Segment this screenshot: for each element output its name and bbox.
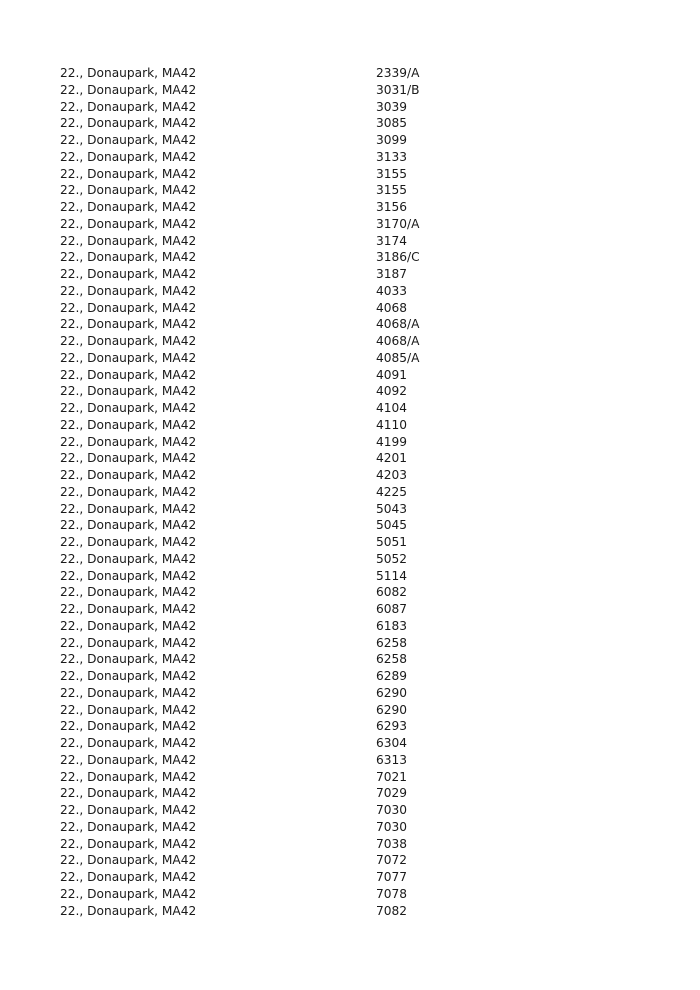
table-row xyxy=(60,651,496,668)
table-row xyxy=(60,283,496,300)
table-row xyxy=(60,249,496,266)
location-cell: 22., Donaupark, MA42 xyxy=(60,870,197,884)
location-cell: 22., Donaupark, MA42 xyxy=(60,836,197,851)
number-cell: 5051 xyxy=(376,535,408,549)
location-cell: 22., Donaupark, MA42 xyxy=(60,233,197,248)
number-cell: 7038 xyxy=(376,836,408,851)
number-cell: 3155 xyxy=(376,183,408,198)
location-cell: 22., Donaupark, MA42 xyxy=(60,568,197,583)
location-cell: 22., Donaupark, MA42 xyxy=(60,736,197,750)
table-row xyxy=(60,383,496,400)
location-cell: 22., Donaupark, MA42 xyxy=(60,434,197,449)
table-row xyxy=(60,132,496,149)
location-cell: 22., Donaupark, MA42 xyxy=(60,819,197,834)
location-cell: 22., Donaupark, MA42 xyxy=(60,66,197,80)
location-cell: 22., Donaupark, MA42 xyxy=(60,853,197,868)
table-row xyxy=(60,350,496,367)
number-cell: 4104 xyxy=(376,401,408,415)
table-row xyxy=(60,166,496,183)
number-cell: 5052 xyxy=(376,551,408,566)
table-row xyxy=(60,266,496,283)
number-cell: 7030 xyxy=(376,803,408,817)
table-row xyxy=(60,450,496,467)
location-cell: 22., Donaupark, MA42 xyxy=(60,200,197,214)
location-cell: 22., Donaupark, MA42 xyxy=(60,551,197,566)
location-cell: 22., Donaupark, MA42 xyxy=(60,116,197,131)
number-cell: 6087 xyxy=(376,602,408,616)
location-cell: 22., Donaupark, MA42 xyxy=(60,283,197,298)
number-cell: 4033 xyxy=(376,283,408,298)
number-cell: 4068 xyxy=(376,300,408,315)
table-row xyxy=(60,635,496,652)
table-row xyxy=(60,735,496,752)
number-cell: 7077 xyxy=(376,870,408,884)
number-cell: 3156 xyxy=(376,200,408,214)
location-cell: 22., Donaupark, MA42 xyxy=(60,803,197,817)
number-cell: 6082 xyxy=(376,585,408,600)
table-row xyxy=(60,182,496,199)
table-row xyxy=(60,65,496,82)
location-cell: 22., Donaupark, MA42 xyxy=(60,484,197,499)
table-row xyxy=(60,869,496,886)
table-row xyxy=(60,517,496,534)
location-cell: 22., Donaupark, MA42 xyxy=(60,702,197,717)
table-row xyxy=(60,601,496,618)
number-cell: 6183 xyxy=(376,618,408,633)
number-cell: 4068/A xyxy=(376,317,420,332)
number-cell: 6290 xyxy=(376,685,408,700)
location-cell: 22., Donaupark, MA42 xyxy=(60,216,197,231)
number-cell: 6293 xyxy=(376,719,408,734)
location-cell: 22., Donaupark, MA42 xyxy=(60,652,197,667)
number-cell: 4085/A xyxy=(376,350,420,365)
table-row xyxy=(60,685,496,702)
number-cell: 3031/B xyxy=(376,82,420,97)
location-cell: 22., Donaupark, MA42 xyxy=(60,501,197,516)
table-row xyxy=(60,618,496,635)
table-row xyxy=(60,300,496,317)
table-row xyxy=(60,852,496,869)
table-row xyxy=(60,551,496,568)
table-row xyxy=(60,149,496,166)
table-row xyxy=(60,785,496,802)
number-cell: 5043 xyxy=(376,501,408,516)
location-cell: 22., Donaupark, MA42 xyxy=(60,618,197,633)
location-cell: 22., Donaupark, MA42 xyxy=(60,769,197,784)
location-cell: 22., Donaupark, MA42 xyxy=(60,752,197,767)
number-cell: 4203 xyxy=(376,468,408,482)
table-row xyxy=(60,417,496,434)
table-row xyxy=(60,216,496,233)
table-row xyxy=(60,115,496,132)
table-row xyxy=(60,836,496,853)
table-row xyxy=(60,434,496,451)
number-cell: 4110 xyxy=(376,417,408,432)
table-row xyxy=(60,82,496,99)
number-cell: 4068/A xyxy=(376,334,420,348)
number-cell: 4225 xyxy=(376,484,408,499)
location-cell: 22., Donaupark, MA42 xyxy=(60,99,197,114)
table-row xyxy=(60,367,496,384)
location-cell: 22., Donaupark, MA42 xyxy=(60,903,197,918)
number-cell: 3174 xyxy=(376,233,408,248)
location-cell: 22., Donaupark, MA42 xyxy=(60,317,197,332)
location-cell: 22., Donaupark, MA42 xyxy=(60,635,197,650)
location-cell: 22., Donaupark, MA42 xyxy=(60,401,197,415)
number-cell: 5045 xyxy=(376,518,408,533)
number-cell: 7029 xyxy=(376,786,408,801)
table-row xyxy=(60,568,496,585)
number-cell: 4199 xyxy=(376,434,408,449)
location-cell: 22., Donaupark, MA42 xyxy=(60,685,197,700)
location-cell: 22., Donaupark, MA42 xyxy=(60,367,197,382)
number-cell: 3099 xyxy=(376,133,408,147)
table-row xyxy=(60,769,496,786)
table-row xyxy=(60,668,496,685)
table-row xyxy=(60,886,496,903)
location-cell: 22., Donaupark, MA42 xyxy=(60,602,197,616)
location-cell: 22., Donaupark, MA42 xyxy=(60,669,197,683)
number-cell: 6289 xyxy=(376,669,408,683)
table-row xyxy=(60,467,496,484)
number-cell: 3039 xyxy=(376,99,408,114)
table-row xyxy=(60,718,496,735)
number-cell: 6304 xyxy=(376,736,408,750)
location-cell: 22., Donaupark, MA42 xyxy=(60,133,197,147)
number-cell: 7030 xyxy=(376,819,408,834)
location-cell: 22., Donaupark, MA42 xyxy=(60,451,197,466)
table-row xyxy=(60,819,496,836)
location-cell: 22., Donaupark, MA42 xyxy=(60,384,197,399)
table-row xyxy=(60,802,496,819)
number-cell: 6290 xyxy=(376,702,408,717)
table-row xyxy=(60,584,496,601)
location-cell: 22., Donaupark, MA42 xyxy=(60,886,197,901)
number-cell: 2339/A xyxy=(376,66,420,80)
location-cell: 22., Donaupark, MA42 xyxy=(60,267,197,281)
number-cell: 4201 xyxy=(376,451,408,466)
location-cell: 22., Donaupark, MA42 xyxy=(60,786,197,801)
location-cell: 22., Donaupark, MA42 xyxy=(60,417,197,432)
table-row xyxy=(60,316,496,333)
number-cell: 6313 xyxy=(376,752,408,767)
location-cell: 22., Donaupark, MA42 xyxy=(60,518,197,533)
location-cell: 22., Donaupark, MA42 xyxy=(60,468,197,482)
location-cell: 22., Donaupark, MA42 xyxy=(60,183,197,198)
location-cell: 22., Donaupark, MA42 xyxy=(60,82,197,97)
location-cell: 22., Donaupark, MA42 xyxy=(60,535,197,549)
number-cell: 3155 xyxy=(376,166,408,181)
number-cell: 6258 xyxy=(376,652,408,667)
location-cell: 22., Donaupark, MA42 xyxy=(60,149,197,164)
number-cell: 7072 xyxy=(376,853,408,868)
number-cell: 7021 xyxy=(376,769,408,784)
table-row xyxy=(60,702,496,719)
location-cell: 22., Donaupark, MA42 xyxy=(60,250,197,265)
number-cell: 3187 xyxy=(376,267,408,281)
location-cell: 22., Donaupark, MA42 xyxy=(60,166,197,181)
table-row xyxy=(60,903,496,920)
number-cell: 6258 xyxy=(376,635,408,650)
data-table xyxy=(60,65,496,919)
location-cell: 22., Donaupark, MA42 xyxy=(60,719,197,734)
location-cell: 22., Donaupark, MA42 xyxy=(60,300,197,315)
table-row xyxy=(60,233,496,250)
location-cell: 22., Donaupark, MA42 xyxy=(60,334,197,348)
number-cell: 3085 xyxy=(376,116,408,131)
number-cell: 3133 xyxy=(376,149,408,164)
table-row xyxy=(60,484,496,501)
table-row xyxy=(60,534,496,551)
location-cell: 22., Donaupark, MA42 xyxy=(60,350,197,365)
table-row xyxy=(60,333,496,350)
table-row xyxy=(60,199,496,216)
number-cell: 4092 xyxy=(376,384,408,399)
table-row xyxy=(60,501,496,518)
table-row xyxy=(60,99,496,116)
number-cell: 7082 xyxy=(376,903,408,918)
table-row xyxy=(60,752,496,769)
number-cell: 3186/C xyxy=(376,250,420,265)
number-cell: 5114 xyxy=(376,568,408,583)
table-row xyxy=(60,400,496,417)
number-cell: 7078 xyxy=(376,886,408,901)
location-cell: 22., Donaupark, MA42 xyxy=(60,585,197,600)
number-cell: 4091 xyxy=(376,367,408,382)
number-cell: 3170/A xyxy=(376,216,420,231)
